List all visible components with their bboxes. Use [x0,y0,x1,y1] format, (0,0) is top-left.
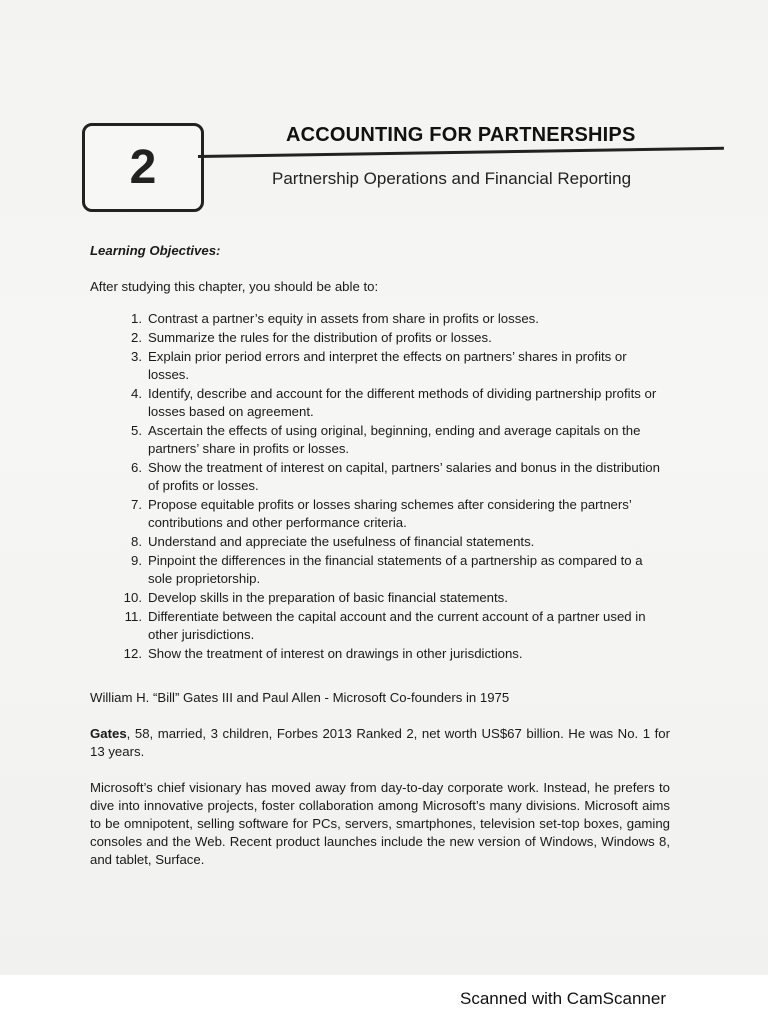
objective-text: Show the treatment of interest on capital, partners’ salaries and bonus in the distribution of profits or losses. [148,460,660,493]
objective-number: 11. [124,609,142,624]
objective-text: Summarize the rules for the distribution of profits or losses. [148,330,492,345]
objective-item [90,589,670,607]
objective-number: 3. [131,349,142,364]
objective-item [90,608,670,644]
gates-paragraph [90,725,670,761]
objective-text: Understand and appreciate the usefulness of financial statements. [148,534,535,549]
objective-number: 7. [131,497,142,512]
chapter-number-box [82,123,204,212]
objective-number: 2. [131,330,142,345]
objective-text: Propose equitable profits or losses sharing schemes after considering the partners’ contributions and other performance criteria. [148,497,632,530]
objective-text: Differentiate between the capital account and the current account of a partner used in other jurisdictions. [148,609,646,642]
objective-text: Pinpoint the differences in the financial statements of a partnership as compared to a sole proprietorship. [148,553,643,586]
title-rule [198,147,724,158]
objective-number: 6. [131,460,142,475]
objective-text: Develop skills in the preparation of basic financial statements. [148,590,508,605]
objective-number: 5. [131,423,142,438]
objective-item [90,496,670,532]
objective-item [90,385,670,421]
scanner-watermark: Scanned with CamScanner [460,989,667,1008]
objective-number: 1. [131,311,142,326]
objective-number: 9. [131,553,142,568]
objective-item [90,459,670,495]
objective-item [90,348,670,384]
objective-number: 4. [131,386,142,401]
objective-number: 12. [123,646,142,661]
objective-text: Show the treatment of interest on drawings in other jurisdictions. [148,646,523,661]
objective-number: 10. [123,590,142,605]
gates-lead: Gates [90,726,127,741]
objective-item [90,533,670,551]
chapter-title: ACCOUNTING FOR PARTNERSHIPS [286,124,636,146]
objective-item [90,645,670,663]
learning-objectives-intro: After studying this chapter, you should be able to: [90,279,379,294]
microsoft-paragraph: Microsoft’s chief visionary has moved away from day-to-day corporate work. Instead, he prefers to dive into innovative projects, foster collaboration among Microsoft’s many divisions. Microsoft aims to be omnipotent, selling software for PCs, servers, smartphones, television set-top boxes, gaming consoles and the Web. Recent product launches include the new version of Windows, Windows 8, and tablet, Surface. [90,780,670,867]
chapter-subtitle: Partnership Operations and Financial Reporting [272,169,632,188]
objective-item [90,422,670,458]
gates-text: , 58, married, 3 children, Forbes 2013 Ranked 2, net worth US$67 billion. He was No. 1 for 13 years. [90,726,670,759]
objective-item [90,552,670,588]
photo-caption: William H. “Bill” Gates III and Paul Allen - Microsoft Co-founders in 1975 [90,690,510,705]
objective-text: Identify, describe and account for the different methods of dividing partnership profits or losses based on agreement. [148,386,657,419]
objective-item [90,310,670,328]
objective-text: Ascertain the effects of using original, beginning, ending and average capitals on the partners’ share in profits or losses. [148,423,641,456]
chapter-number: 2 [129,141,157,194]
page-content [90,242,670,887]
learning-objectives-heading: Learning Objectives: [90,243,221,258]
objective-text: Explain prior period errors and interpret the effects on partners’ shares in profits or losses. [148,349,627,382]
objective-item [90,329,670,347]
objective-number: 8. [131,534,142,549]
objectives-list [90,310,670,663]
objective-text: Contrast a partner’s equity in assets from share in profits or losses. [148,311,539,326]
